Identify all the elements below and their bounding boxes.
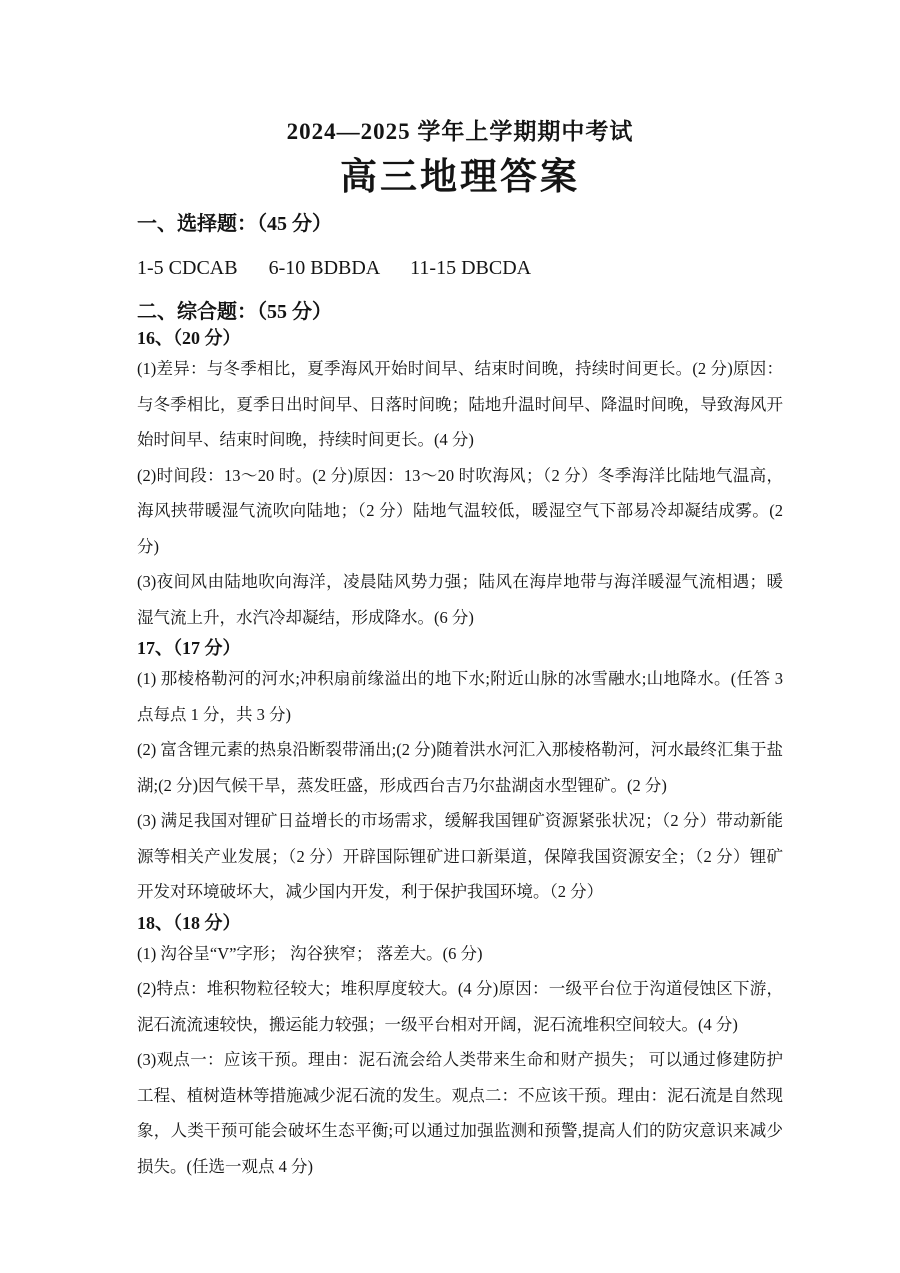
answer-group-11-15: 11-15 DBCDA [410,257,532,279]
question-16-answer-3: (3)夜间风由陆地吹向海洋，凌晨陆风势力强；陆风在海岸地带与海洋暖湿气流相遇；暖湿气流上升，水汽冷却凝结，形成降水。(6 分) [137,572,783,627]
answer-group-1-5: 1-5 CDCAB [137,257,238,279]
section-comprehensive-heading: 二、综合题：（55 分） [137,301,332,323]
question-16-number: 16、（20 分） [137,328,241,348]
question-18-number: 18、（18 分） [137,912,241,933]
question-18-answer-1: (1) 沟谷呈“V”字形； 沟谷狭窄； 落差大。(6 分) [137,943,483,963]
question-17-number: 17、（17 分） [137,638,241,658]
question-16-answer-1: (1)差异：与冬季相比，夏季海风开始时间早、结束时间晚，持续时间更长。(2 分)原因：与冬季相比，夏季日出时间早、日落时间晚；陆地升温时间早、降温时间晚，导致海风开始时间早、结束时间晚，持续时间更长。(4 分) [137,359,783,449]
question-18-answer-3: (3)观点一：应该干预。理由：泥石流会给人类带来生命和财产损失； 可以通过修建防护工程、植树造林等措施减少泥石流的发生。观点二：不应该干预。理由：泥石流是自然现象，人类干预可能会破坏生态平衡;可以通过加强监测和预警,提高人们的防灾意识来减少损失。(任选一观点 4 分) [137,1050,783,1176]
question-16-answer-2: (2)时间段：13～20 时。(2 分)原因：13～20 时吹海风；（2 分）冬季海洋比陆地气温高，海风挟带暖湿气流吹向陆地；（2 分）陆地气温较低，暖湿空气下部易冷却凝结成雾。(2 分) [137,465,783,556]
question-17-answer-1: (1) 那棱格勒河的河水;冲积扇前缘溢出的地下水;附近山脉的冰雪融水;山地降水。(任答 3 点每点 1 分，共 3 分) [137,669,783,724]
exam-session-title: 2024—2025 学年上学期期中考试 [286,119,634,144]
question-17-answer-2: (2) 富含锂元素的热泉沿断裂带涌出;(2 分)随着洪水河汇入那棱格勒河，河水最终汇集于盐湖;(2 分)因气候干旱，蒸发旺盛，形成西台吉乃尔盐湖卤水型锂矿。(2 分) [137,740,783,795]
question-18-answer-2: (2)特点：堆积物粒径较大；堆积厚度较大。(4 分)原因：一级平台位于沟道侵蚀区下游，泥石流流速较快，搬运能力较强；一级平台相对开阔，泥石流堆积空间较大。(4 分) [137,979,783,1034]
section-choice-heading: 一、选择题：（45 分） [137,213,332,235]
question-17-answer-3: (3) 满足我国对锂矿日益增长的市场需求，缓解我国锂矿资源紧张状况；（2 分）带动新能源等相关产业发展；（2 分）开辟国际锂矿进口新渠道，保障我国资源安全；（2 分）锂矿开发对环境破坏大，减少国内开发，利于保护我国环境。（2 分） [137,811,783,901]
page-title: 高三地理答案 [340,157,580,198]
multiple-choice-answer-key [137,255,783,281]
answer-group-6-10: 6-10 BDBDA [268,257,380,279]
